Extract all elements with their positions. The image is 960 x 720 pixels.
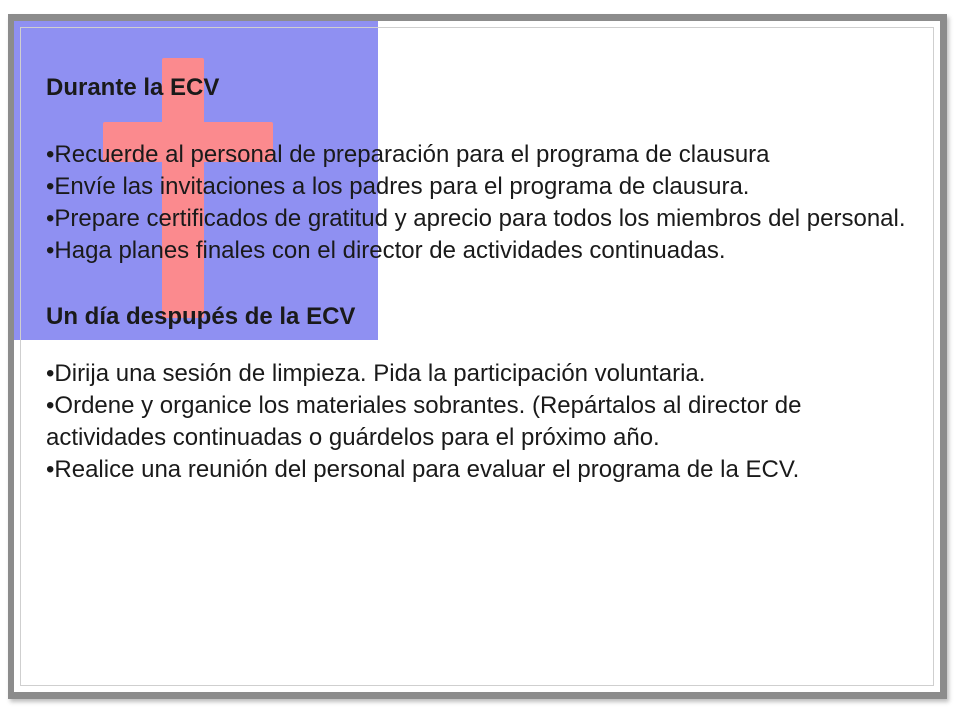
list-item: •Realice una reunión del personal para evaluar el programa de la ECV.	[46, 456, 800, 483]
list-item: •Ordene y organice los materiales sobrantes. (Repártalos al director de actividades continuadas o guárdelos para el próximo año.	[46, 392, 802, 451]
spacer	[46, 267, 926, 297]
list-item: •Recuerde al personal de preparación para el programa de clausura	[46, 141, 770, 168]
spacer	[46, 108, 926, 139]
list-item: •Haga planes finales con el director de actividades continuadas.	[46, 237, 726, 264]
spacer	[46, 337, 926, 358]
list-item: •Envíe las invitaciones a los padres para el programa de clausura.	[46, 173, 750, 200]
list-item: •Prepare certificados de gratitud y aprecio para todos los miembros del personal.	[46, 205, 906, 232]
section-heading-after: Un día despupés de la ECV	[46, 303, 356, 330]
slide-content	[46, 68, 926, 486]
list-item: •Dirija una sesión de limpieza. Pida la participación voluntaria.	[46, 360, 706, 387]
section-heading-during: Durante la ECV	[46, 74, 220, 101]
